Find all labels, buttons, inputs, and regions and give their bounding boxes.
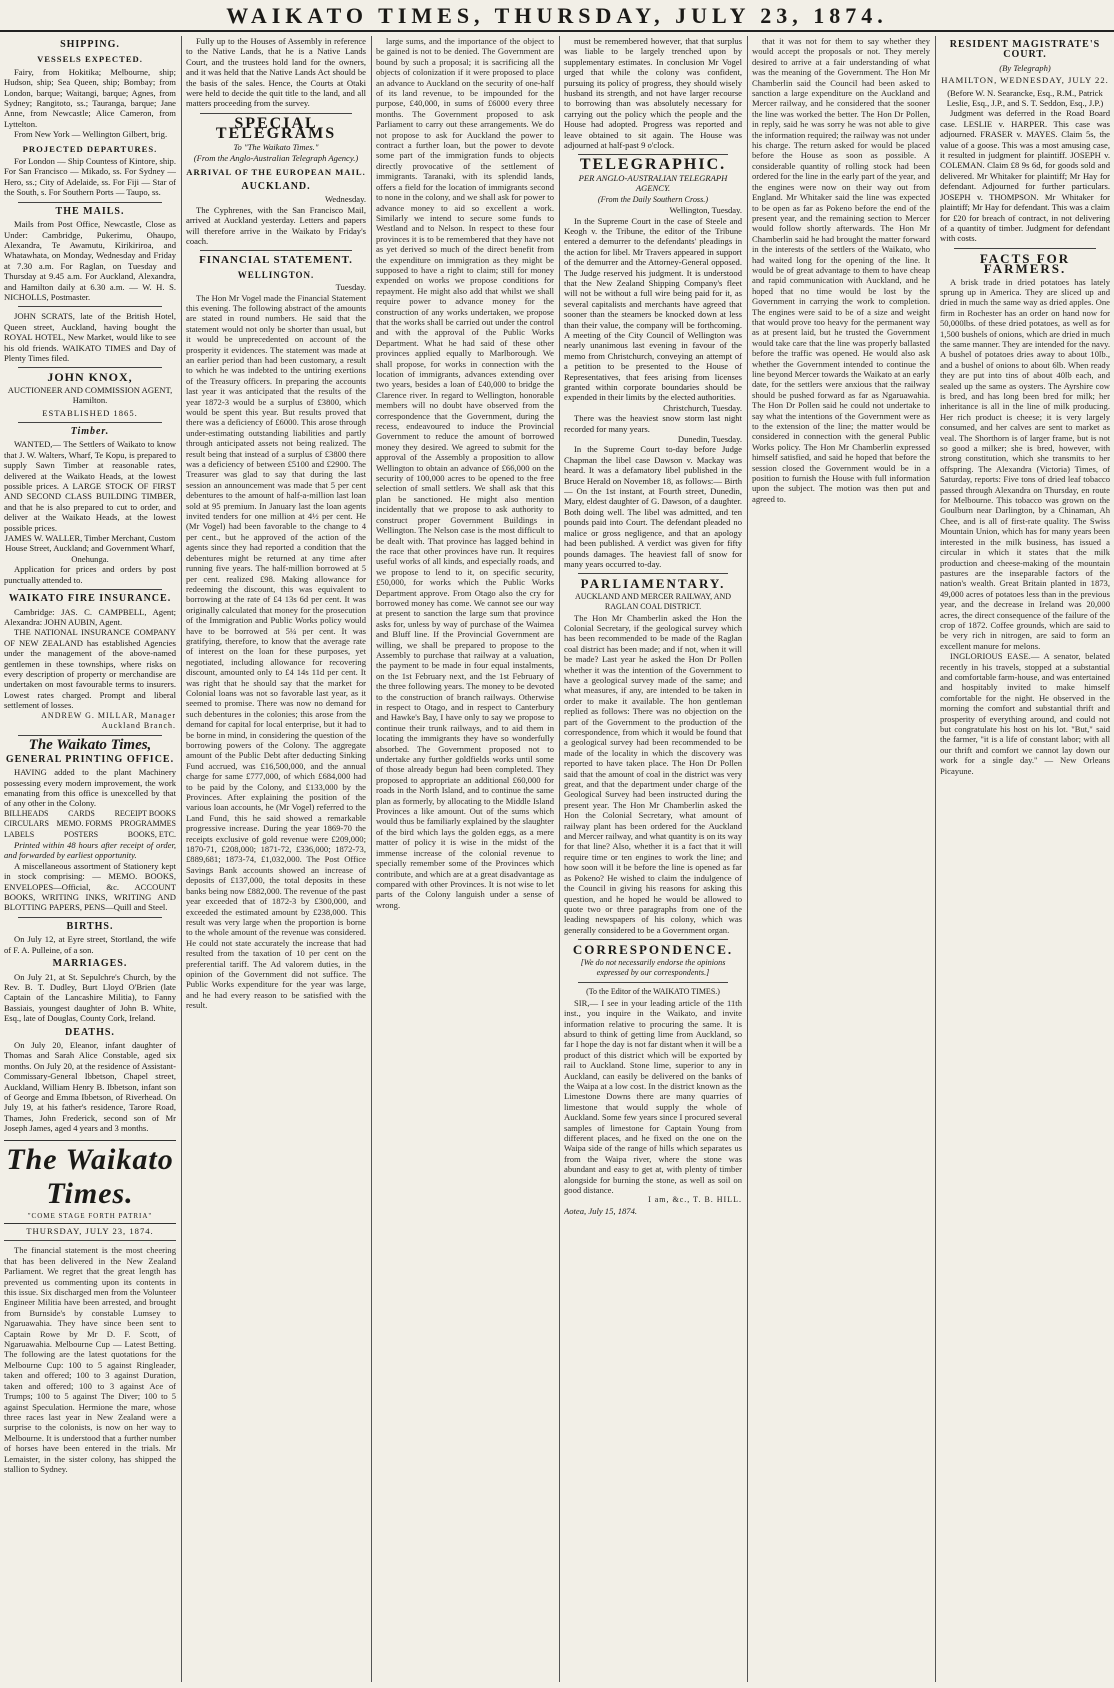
printing-items-row [4,830,176,840]
divider [578,573,728,574]
column-rule [559,36,560,1682]
stationery-text: A miscellaneous assortment of Stationery kept in stock comprising: — MEMO. BOOKS, ENVELOPES—Official, &c. ACCOUNT BOOKS, WRITING INKS, WRITING AND BLOTTING PAPERS, PENS—Quill and Steel. [4,860,176,913]
auckland-place: AUCKLAND. [241,180,311,192]
financial-statement-place: WELLINGTON. [237,269,315,280]
knox-line: AUCTIONEER AND COMMISSION AGENT, Hamilton. [7,384,173,406]
page-banner [0,0,1114,32]
births-heading: BIRTHS. [66,920,114,932]
hotel-advert: JOHN SCRATS, late of the British Hotel, Queen street, Auckland, having bought the ROYAL HOTEL, New Market, would like to see his old friends. WAIKATO TIMES and Day of Plenty Times filed. [4,311,176,363]
column-5-body: that it was not for them to say whether they would accept the proposals or not. They merely desired to arrive at a fair understanding of what was the meaning of the Government. The Hon Mr Chamberlin said the Council had been asked to sanction a large expenditure on the Auckland and Mercer railway, and he considered that the sooner the line was worked the better. The Hon Dr Pollen, in reply, said he was sorry he was not able to give the information required; the railway was not under his charge. The return asked for would be placed before the House as soon as possible. A considerable quantity of rolling stock had been ordered for the line in the early part of the year, and the engines were now on their way out from England. Mr Whitaker said the line was expected to be open as far as Pokeno before the end of the present year, and the remaining section to Mercer would follow shortly afterwards. The Hon Mr Chamberlin said he had brought the matter forward in the interests of the settlers of the Waikato, who had waited long for the opening of the line. It would be of great advantage to them to have cheap and rapid communication with Auckland, and he hoped that no time would be lost by the Government in carrying the work to completion. The engines were said to be of a size and weight that would prove too heavy for the permanent way as at present laid, but he trusted the Government would take care that the line was properly ballasted before the traffic was opened. He would also ask whether the Government intended to continue the line beyond Mercer towards the Waikato at an early date, for the settlers were anxious that the railway should be pushed forward as far as Ngaruawahia. The Hon Dr Pollen said he could not undertake to say what the intentions of the Government were as to the extension of the line; the matter would be considered in connection with the general Public Works policy. The Hon Mr Chamberlin expressed himself satisfied, and said he hoped that before the session closed the Government would be in a position to furnish the House with full information upon the subject. The motion was then put and agreed to. [752,36,930,504]
column-6 [940,36,1110,1682]
printing-item: CIRCULARS [4,819,49,829]
correspondence-signature: I am, &c., T. B. HILL. [648,1195,742,1205]
column-4 [564,36,742,1682]
printing-item: MEMO. FORMS [56,819,113,829]
from-new-york: From New York — Wellington Gilbert, brig. [14,129,168,140]
resident-magistrate-before: (Before W. N. Searancke, Esq., R.M., Patrick Leslie, Esq., J.P., and S. T. Seddon, Esq., J.P.) [946,87,1104,109]
telegraph-agency: (From the Anglo-Australian Telegraph Agency.) [193,153,359,164]
telegraphic-place: Wellington, Tuesday. [669,205,742,216]
divider [578,939,728,940]
timber-text: WANTED,— The Settlers of Waikato to know that J. W. Walters, Wharf, Te Kopu, is prepared to supply Sawn Timber at reasonable rates, delivered at the Waikato Heads, at the lowest possible prices. A LARGE STOCK OF FIRST AND SECOND CLASS BUILDING TIMBER, and that he is also prepared to cut to order, and deliver at the Waikato Heads, at the lowest possible prices. [4,439,176,533]
national-insurance-signature: ANDREW G. MILLAR, Manager Auckland Branch. [41,710,176,730]
parliamentary-body: The Hon Mr Chamberlin asked the Hon the Colonial Secretary, if the geological survey which has been recommended to be made of the Raglan coal district has been made; and if not, when it will be made? Last year he asked the Hon Dr Pollen whether it was the intention of the Government to have a geological survey made of the same; and what measures, if any, are intended to be taken in order to make it available. The hon gentleman replied as follows: There was no objection on the part of the Government to the production of the correspondence, from which it would be found that a geological survey had been recommended to be made of the locality in which the discovery was reported to have taken place. The Hon Dr Pollen said that the amount of coal in the district was very great, and that the department under charge of the Geological Survey had been instructed during the present year. The Hon Mr Chamberlin asked the Hon the Colonial Secretary, what amount of railway plant has been ordered for the Auckland and Mercer railway, and what quantity is on its way for that line? Also, whether it is a fact that it will require time or ten engines to work the line; and how soon will it be before the line is opened as far as Pokeno? He wished to claim the indulgence of the Council in giving his reasons for asking this question, and he hoped he would be allowed to quote two or three paragraphs from one of the leading newspapers of his colony, which was generally considered to be a Government organ. [564,612,742,935]
column-rule [747,36,748,1682]
telegraphic-source: (From the Daily Southern Cross.) [597,194,709,204]
births-text: On July 12, at Eyre street, Stortland, the wife of F. A. Pulleine, of a son. [4,934,176,955]
correspondence-body: SIR,— I see in your leading article of the 11th inst., you inquire in the Waikato, and invite information relative to procuring the same. It is absurd to think of getting lime from Auckland, so far I hope the day is not far distant when it will be a product of this district which will be exported by rail to Auckland. Stone lime, superior to any in Auckland, can easily be delivered on the banks of the Waipa at a low cost. In the district known as the Limestone Downs there are many quarries of limestone that would supply the whole of Auckland. Some few years since I procured several samples of limestone for Captain Young from different places, and he fixed on the one on the Waipa side of the range of hills which separates us from the Waipa river, where the stone was abundant and easy to get at, with plenty of timber alongside for burning the stone, as well as soil on good distance. [564,997,742,1196]
issue-date: THURSDAY, JULY 23, 1874. [26,1226,154,1236]
printing-item: RECEIPT BOOKS [114,808,176,818]
shipping-heading: SHIPPING. [60,39,120,50]
banner-title: WAIKATO TIMES, THURSDAY, JULY 23, 1874. [226,3,888,28]
masthead: The Waikato Times. [6,1142,174,1210]
projected-departures-heading: PROJECTED DEPARTURES. [22,143,158,154]
column-2 [186,36,366,1682]
divider [18,306,162,307]
parliamentary-heading: PARLIAMENTARY. [580,576,726,592]
printing-items-row [4,809,176,819]
departures-list: For London — Ship Countess of Kintore, ship. For San Francisco — Mikado, ss. For Sydney — Hero, ss.; City of Adelaide, ss. For Fiji — Star of the South, s. For Southern Ports — Taupo, ss. [4,156,176,198]
auckland-day: Wednesday. [325,194,366,205]
masthead-block [4,1140,176,1224]
divider [200,113,352,114]
printing-item: BOOKS, ETC. [127,829,176,839]
telegraphic-body: There was the heaviest snow storm last night recorded for many years. [564,413,742,434]
divider [18,367,162,368]
divider [18,735,162,736]
facts-for-farmers-body: A brisk trade in dried potatoes has lately sprung up in America. They are sliced up and dried in much the same way as dried apples. One firm in Rochester has an order on hand now for 50,000lbs. of these dried potatoes, as well as for 1,500 bushels of onions, which are dried in much the same manner. They are intended for the navy. A bushel of potatoes dries away to about 10lb., and a bushel of onions to about 6lb. When ready they are put into tins of about 40lb each, and sealed up the same as oysters. The Ayrshire cow is bred, and has long been bred for milk; her inheritance is all in the line of milk producing. Her rich product is cheese; it is very largely consumed, and her calves are sent to market as veal. The Shorthorn is of larger frame, but is not so good a milker; she is bred, however, with strong constitution, which she transmits to her offspring. The Alexandra (Victoria) Times, of Saturday, reports: Five tons of dried leaf tobacco passed through Alexandra on Thursday, en route for Melbourne. This tobacco was grown on the Goulburn near Darlington, by a Chinaman, Ah Chee, and is all of first-rate quality. The Swiss Mountain Union, which has for many years been interested in the milk business, has issued a circular in which it states that the milk production and cheese-making of the mountain pastures are the inseparable factors of the nation's wealth. Great Britain planted in 1873, 49,000 acres of potatoes less than in the previous year, and the decrease in Ireland was 20,000 acres, the direct consequence of the failure of the crop of 1872. Coffee grounds, which are said to be very rich in nitrogen, are said to form an excellent manure for melons. [940,276,1110,651]
special-telegrams-heading: SPECIAL TELEGRAMS [215,114,337,143]
printing-items-row [4,819,176,829]
knox-name: JOHN KNOX, [47,370,133,385]
fire-insurance-heading: WAIKATO FIRE INSURANCE. [8,593,172,605]
financial-statement-day: Tuesday. [335,282,366,293]
resident-magistrate-heading: RESIDENT MAGISTRATE'S COURT. [949,39,1101,61]
telegraphic-place: Christchurch, Tuesday. [663,402,742,413]
column-2-opening: Fully up to the Houses of Assembly in reference to the Native Lands, that he is a Native Lands Court, and the trustees hold land for the owners, and it was held that the Native Lands Act should be the basis of the sales. Hence, the Courts at Otaki were held to decide the quit title to the land, and all matters proceeding from the survey. [186,36,366,109]
resident-magistrate-place: HAMILTON, WEDNESDAY, JULY 22. [941,75,1109,86]
correspondence-to: (To the Editor of the WAIKATO TIMES.) [586,987,720,997]
divider [578,154,728,155]
divider [578,982,728,983]
shipping-list: Fairy, from Hokitika; Melbourne, ship; Hudson, ship; Sea Queen, ship; Bombay; from London, barque; Waitangi, barque; Agnes, from Sydney; Rangitoto, ss.; Tauranga, barque; Jane Anne, from Newcastle; Alice Cameron, from Lyttelton. [4,66,176,129]
correspondence-note: [We do not necessarily endorse the opinions expressed by our correspondents.] [580,957,726,977]
printing-item: BILLHEADS [4,808,49,818]
divider [4,1240,176,1241]
printing-heading: GENERAL PRINTING OFFICE. [5,753,175,765]
column-3 [376,36,554,1682]
resident-magistrate-body: Judgment was deferred in the Road Board case. LESLIE v. HARPER. This case was adjourned. FRASER v. MAYES. Claim 5s, the value of a goose. This was a most amusing case, it resulted in judgment for plaintiff. JOSEPH v. COLEMAN. Claim £8 9s 6d, for goods sold and delivered. Mr Whitaker for plaintiff; Mr Hay for defendant. Adjourned for further particulars. JOSEPH v. THOMPSON. Mr Whitaker for plaintiff; Mr Hay for defendant. This was a claim for £20 for breach of contract, in not delivering of a quantity of timber. Judgment for defendant with costs. [940,108,1110,244]
divider [954,248,1096,249]
printing-title: The Waikato Times, [28,737,152,754]
financial-statement-heading: FINANCIAL STATEMENT. [199,254,353,267]
arrival-heading: ARRIVAL OF THE EUROPEAN MAIL. [186,167,366,178]
walters-note: Application for prices and orders by post punctually attended to. [4,564,176,585]
timber-heading: Timber. [70,426,110,437]
marriages-text: On July 21, at St. Sepulchre's Church, by the Rev. B. T. Dudley, Burt Lloyd O'Brien (late Captain of the Lancashire Militia), to Fanny Bassiais, youngest daughter of John B. White, Esq., late of Douglas, County Cork, Ireland. [4,971,176,1024]
column-3-body: large sums, and the importance of the object to be gained is not to be denied. The Government are bound by such a proposal; it is sacrificing all the objects of colonization if it were proposed to place an advance to Auckland on the security of one-half of its land revenue, to be impounded for the purpose, £40,000, in sums of £6000 every three months. The Government proposed to ask Parliament to carry out these arrangements. We do not propose to ask for Auckland the power to contract a further loan, but the power to devote some part of the immigration funds to objects directly provocative of the settlement of immigrants. Taranaki, with its splendid lands, offers a field for the location of immigrants second to none in the colony, and we shall ask for power to advance money to aid so excellent a work. Similarly we intend to secure some funds to Westland and to Nelson. In respect to these four provinces it is to be remembered that they have not as yet derived so much of the direct benefit from the expenditure on immigration as they might be supposed to have a right to claim; still for money expended on works we propose conditions for repayment. He might also add that whilst we shall require power to advance money for the construction of any works undertaken, we propose that the works shall be carried out under the control and with the approval of the Public Works Department. What he had said of these other provinces applied equally to Marlborough. We shall propose, for works in connection with the location of immigrants, advances extending over two years, besides a loan of £40,000 to bridge the Clarence river. In regard to Wellington, honorable members will no doubt have observed from the correspondence that the Government, during the recess, endeavoured to induce the Provincial Government to reduce the amount of borrowed money they desired. We agreed to submit for the approval of the Assembly a proposition to allow Wellington to obtain an advance of £66,000 on the security of 100,000 acres to be opened to the free selection of small settlers. We shall ask that this plan be sanctioned. He might also mention incidentally that we propose to ask authority to construct proper Government Buildings in Wellington. The Nelson case is the most difficult to be dealt with. That province has lagged behind in the race that other provinces have run. It requires useful works of all kinds, and especially roads, and we propose to lend to it, on specific security, £50,000, for works which the Public Works Department approve. From Otago also the cry for borrowed money has come. We cannot see our way at present to sanction the large sum that province asks for, unless by way of purchase of the Waimea and Bluff line. If the Provincial Government are willing, we shall be prepared to propose to the Assembly to purchase that railway at a valuation, the payment to be made in four equal instalments, on the 1st February next, and the 1st February of the three following years. The money to be devoted to the construction of branch railways. Otherwise in respect to Otago, and in respect to Canterbury and Hawke's Bay, I have only to say we propose to continue their trunk railways, and to aid them in locating the immigrants they have so wonderfully absorbed. The Government proposed not to undertake any further goldfields works until some of those already begun had been completed. They proposed to appropriate an additional £60,000 for roads in the North Island, and to continue the same plan as formerly, by allocating to the Middle Island Provinces a like amount. Out of the sums which would thus be familiarly explained by the slaughter of the bird which lays the golden eggs, as a mere matter of policy it is wise in the midst of the immense increase of the colonial revenue to specially remember some of the Provinces which contribute, and which are at a great disadvantage as compared with other Provinces. It is not wise to let parts of the Colony languish under a sense of wrong. [376,36,554,910]
correspondence-heading: CORRESPONDENCE. [572,942,734,958]
telegraphic-heading: TELEGRAPHIC. [579,156,727,174]
knox-established: ESTABLISHED 1865. [42,407,138,418]
arrival-text: The Cyphrenes, with the San Francisco Mail, arrived at Auckland yesterday. Letters and papers will therefore arrive in the Waikato by Friday's coach. [186,204,366,246]
resident-magistrate-subheading: (By Telegraph) [999,62,1051,73]
deaths-text: On July 20, Eleanor, infant daughter of Thomas and Sarah Alice Constable, aged six months. On July 20, at the residence of Assistant-Commissary-General Ibbetson, Chapel street, Auckland, William Henry B. Ibbetson, infant son of George and Emma Ibbetson, of Riverhead. On July 19, at his father's residence, Tarore Road, Thames, John Frederick, second son of Mr Joseph James, aged 4 years and 3 months. [4,1039,176,1134]
telegraphic-body: In the Supreme Court in the case of Steele and Keogh v. the Tribune, the editor of the Tribune entered a demurrer to the defendants' pleadings in the action for libel. Mr Travers appeared in support of the demurrer and the Attorney-General opposed. The Judge reserved his judgment. It is understood that the New Zealand Shipping Company's fleet will not be without a full wire being paid for it, as several capitalists and merchants have agreed that sooner than the steamers be knocked down at less than their value, the company will be forthcoming. A meeting of the City Council of Wellington was nearly unanimous last evening in favour of the memo from Christchurch, conveying an attempt of a petition to be presented to the House of Representatives, that fees arising from licenses granted within corporate boundaries should be expended in their limits by the elected authorities. [564,215,742,403]
national-insurance-text: THE NATIONAL INSURANCE COMPANY OF NEW ZEALAND has established Agencies under the management of the above-named gentlemen in these townships, where risks on every description of property or merchandise are undertaken on most favourable terms to insurers. Lowest rates charged. Prompt and liberal settlement of losses. [4,627,176,711]
financial-statement-body: The Hon Mr Vogel made the Financial Statement this evening. The following abstract of the amounts are stated in round numbers. He said that the statement would not only be shorter than usual, but it would be unprecedented on account of the prosperity it evidences. The statement was made at an earlier period than had been customary, a result to which he was indebted to the untiring exertions of the Treasury officers. In preparing the accounts last year it was anticipated that the results of the year 1872-3 would be a surplus of £3800, which would be spent this year. But results proved that there was a deficiency of £6000. This arose through under-estimating outstanding liabilities and partly through anticipated assets not being realized. The result being that instead of a surplus of £3800 there was a deficiency of between £5100 and £2900. The Treasurer was glad to say that during the last session an announcement was made that 5 per cent debentures to the amount of half-a-million last loan sold at 95 premium. In January last the loan agents invited tenders for one million at 4½ per cent. He (Mr Vogel) had been favorable to the change to 4 per cent., but he approved of the action of the agents since they had reported a condition that the debentures might be returned at any time after running five years. The half-million borrowed at 5 per cent. realized £98. Making allowance for redeeming the discount, this was equivalent to borrowing at the rate of £4 13s 6d per cent. It was originally calculated that money for the prosecution of the Immigration and Public Works policy would have to be borrowed at 5¼ per cent. It was gratifying, therefore, to know that the average rate of interest on the loan for these purposes, yet negotiated, including allowance for recovering discount, amounted only to £4 14s 11d per cent. It was right that he should say that the market for Colonial loans was not so favorable last year, as it seemed to promise. There was now no demand for such debentures in the colonies; this arose from the demand for capital for local enterprise, but it had to be borne in mind, in considering the question of the borrowing powers of the Colony. The aggregate amount of the Public Debt after deducting Sinking Fund accrued, was £16,500,000, and the annual charge for same £777,000, of which £684,000 had to be paid by the Colony, and £133,000 by the Provinces. After explaining the position of the various loan accounts, he (Mr Vogel) referred to the Land Fund, this he said showed a remarkable progressive increase. During the year 1869-70 the receipts exclusive of gold revenue were £209,000; 1870-71, £208,000; 1871-72, £336,000; 1872-73, £889,681; 1873-74, £1,032,000. The Post Office Savings Bank accounts showed an increase of deposits of £137,000, the total deposits in these banks being now £882,000. The revenue of the past year exceeded that of 1872-3 by £300,000, and exceeded the estimated amount by £238,000. This result was very large when the proportion is borne to the whole amount of the revenue was considered. He could not state accurately the increase that had resulted from the taxation of 10 per cent on the preferential tariff. The Ad valorem duties, in the opinion of the Government did not suffice. The Public Works expenditure for the year was large, and he had every reason to be satisfied with the result. [186,292,366,1011]
divider [18,589,162,590]
printing-item: CARDS [68,808,95,818]
mails-heading: THE MAILS. [55,205,125,217]
editorial-text: The financial statement is the most cheering that has been delivered in the New Zealand Parliament. We regret that the great length has prevented us commenting upon its contents in this issue. Six discharged men from the Volunteer Engineer Militia have been arrested, and brought from Burnside's by constable Lumsey to Ngaruawahia. They have since been sent to Captain Rowe by Mr D. F. Scott, of Ngaruawahia. Melbourne Cup — Latest Betting. The following are the latest quotations for the Melbourne Cup: 100 to 5 against Ringleader, taken and offered; 100 to 3 against Duration, taken and offered; 100 to 3 against Ace of Trumps; 100 to 5 against The Diver; 100 to 5 against Speculation. Hermione the mare, whose three races last year in New Zealand were a surprise to the colonists, is now on her way to Melbourne. It is understood that a further number of horses have been entered in the trials. Mr Lemaister, in the sister colony, has shipped the stallion to Sydney. [4,1245,176,1474]
marriages-heading: MARRIAGES. [52,958,128,970]
telegraphic-place: Dunedin, Tuesday. [677,434,742,445]
column-1 [4,36,176,1682]
telegraphic-agency: PER ANGLO-AUSTRALIAN TELEGRAPH AGENCY. [578,172,728,194]
column-rule [181,36,182,1682]
parliamentary-subheading: AUCKLAND AND MERCER RAILWAY, AND RAGLAN COAL DISTRICT. [574,591,732,612]
divider [18,422,162,423]
inglorious-ease-text: INGLORIOUS EASE.— A senator, belated recently in his travels, stopped at a substantial and comfortable farm-house, and was entertained and hospitably invited to make himself comfortable for the night. He observed in the morning the comfort and substantial thrift and prosperity of everything around, and could not but congratulate his host on his lot. "But," said the farmer, "it is a life of constant labor; with all our thrift and comfort we cannot lay down our work for a single day." — New Orleans Picayune. [940,651,1110,776]
mails-text: Mails from Post Office, Newcastle, Close as Under: Cambridge, Pukerimu, Ohaupo, Alexandra, Te Awamutu, Kirikiriroa, and Whatawhata, on Monday, Wednesday and Friday at 7.30 a.m. For Raglan, on Tuesday and Thursday at 9.45 a.m. For Auckland, Alexandra, and Hamilton daily at 6.30 a.m. — W. H. S. NICHOLLS, Postmaster. [4,219,176,302]
printing-item: LABELS [4,829,35,839]
correspondence-date: Aotea, July 15, 1874. [564,1205,638,1216]
column-5 [752,36,930,1682]
divider [18,917,162,918]
special-telegrams-subheading: To "The Waikato Times." [233,141,319,152]
walters-name: JAMES W. WALLER, Timber Merchant, Custom House Street, Auckland; and Government Wharf, Onehunga. [4,533,176,564]
telegraphic-body: In the Supreme Court to-day before Judge Chapman the libel case Dawson v. Mackay was heard. It was a defamatory libel published in the Bruce Herald on November 18, as follows:— Birth — On the 1st instant, at Fourth street, Dunedin, Mary, eldest daughter of G. Dawson, of a daughter. Both doing well. The libel was admitted, and ten pounds paid into Court. The defendant pleaded no malice or gross negligence, and that an apology had been published. A verdict was given for fifty pounds damages. The heaviest fall of snow for many years occurred to-day. [564,444,742,569]
column-4-opening: must be remembered however, that that surplus was liable to be largely trenched upon by supplementary estimates. In conclusion Mr Vogel urged that while the colony was confident, pursuing its policy of progress, they should wisely husband its strength, and not have larger recourse to borrowing than was absolutely necessary for carrying out the policy which the people and the House had adopted. Progress was reported and leave obtained to sit again. The House was adjourned at half-past 9 o'clock. [564,36,742,151]
fire-insurance-agents: Cambridge: JAS. C. CAMPBELL, Agent; Alexandra: JOHN AUBIN, Agent. [4,606,176,627]
masthead-motto: "COME STAGE FORTH PATRIA" [27,1211,153,1220]
facts-for-farmers-heading: FACTS FOR FARMERS. [979,250,1071,277]
deaths-heading: DEATHS. [65,1026,115,1038]
column-rule [371,36,372,1682]
column-rule [935,36,936,1682]
printing-item: PROGRAMMES [119,819,176,829]
printing-note: Printed within 48 hours after receipt of order, and forwarded by earliest opportunity. [4,840,176,861]
divider [18,202,162,203]
printing-text: HAVING added to the plant Machinery possessing every modern improvement, the work emanating from this office is unexcelled by that of any other in the Colony. [4,767,176,809]
printing-item: POSTERS [63,829,99,839]
divider [200,250,352,251]
vessels-expected-heading: VESSELS EXPECTED. [37,54,143,65]
